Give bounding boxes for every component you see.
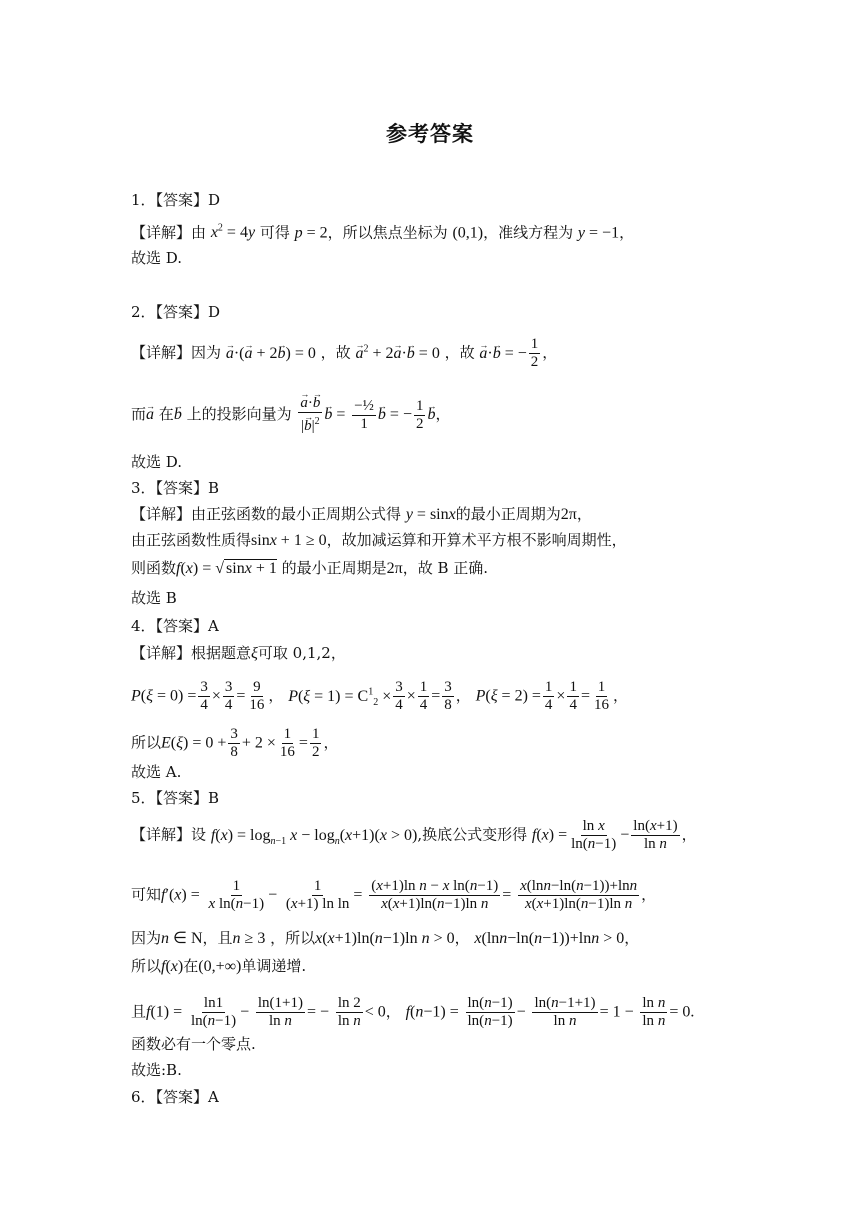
q3-conclusion: 故选 B	[131, 589, 177, 607]
q1-conclusion: 故选 D.	[131, 249, 183, 267]
q4-detail-line-1: 【详解】根据题意ξ可取 0,1,2，	[131, 644, 346, 662]
q4-answer-label: 4．【答案】A	[131, 617, 219, 635]
q3-detail-line-3: 则函数f(x) = √ sinx + 1 的最小正周期是2π，故 B 正确.	[131, 559, 489, 577]
q2-detail-line-2: 而→ a 在→ b 上的投影向量为 → $\frac{a\cdot\to b}{|\to b|^2}$ → b = $\frac{\text{−½}}{1}$ → b = − $\frac{1}{2}$ → b，	[131, 395, 450, 435]
q2-conclusion: 故选 D.	[131, 453, 183, 471]
q5-detail-line-4: 所以f(x)在(0,+∞)单调递增.	[131, 957, 307, 975]
q2-detail-line-1: 【详解】因为 → a·(→ a + 2→ b) = 0 ，故 → $a^2 + 2\to a\cdot\to b = 0$ ，故 → a·→ b = − $\frac{1}{2}$ ，	[131, 336, 557, 371]
q5-detail-line-3: 因为n ∈ N，且n ≥ 3 ，所以x(x+1)ln(n−1)ln n > 0， x(lnn−ln(n−1))+lnn > 0，	[131, 929, 640, 947]
q1-answer-label: 1．【答案】D	[131, 191, 221, 209]
q2-answer-label: 2．【答案】D	[131, 303, 221, 321]
q3-answer-label: 3．【答案】B	[131, 479, 220, 497]
q4-probabilities: P(ξ = 0) = $\frac{3}{4}$ × $\frac{3}{4}$ = $\frac{9}{16}$ ， $P(\xi = 1) = C^1_2$ × $\frac{3}{4}$ × $\frac{1}{4}$ = $\frac{3}{8}$ ， P(ξ = 2) = $\frac{1}{4}$ × $\frac{1}{4}$ = $\frac{1}{16}$ ，	[131, 679, 628, 713]
q3-detail-line-2: 由正弦函数性质得sinx + 1 ≥ 0，故加减运算和开算术平方根不影响周期性，	[131, 531, 627, 549]
page-title: 参考答案	[386, 122, 474, 146]
q5-detail-line-6: 函数必有一个零点.	[131, 1035, 256, 1053]
q4-expectation: 所以E(ξ) = 0 + $\frac{3}{8}$ + 2 × $\frac{1}{16}$ = $\frac{1}{2}$ ，	[131, 726, 339, 760]
q5-answer-label: 5．【答案】B	[131, 789, 220, 807]
q5-conclusion: 故选:B.	[131, 1061, 182, 1079]
q4-conclusion: 故选 A.	[131, 763, 182, 781]
q5-detail-line-5: 且f(1) = $\frac{\ln 1}{\ln(n-1)}$ − $\frac{\ln(1+1)}{\text{ln n}}$ = − $\frac{\ln 2}{\text{ln n}}$ < 0， f(n−1) = $\frac{\ln(n-1)}{\ln(n-1)}$ − $\frac{\ln(n-1+1)}{\text{ln n}}$ = 1 − $\frac{\text{ln n}}{\text{ln n}}$ = 0.	[131, 995, 695, 1029]
q5-derivative: 可知f′(x) = $\frac{1}{\text{x ln(n−1)}}$ − $\frac{1}{\text{(x+1) ln ln}}$ = $\frac{\text{(x+1)ln n − x ln(n−1)}}{\text{x(x+1)ln(n−1)ln n}}$ = $\frac{x(\ln n-\ln(n-1))+\ln n}{\text{x(x+1)ln(n−1)ln n}}$ ，	[131, 878, 657, 912]
q6-answer-label: 6．【答案】A	[131, 1088, 219, 1106]
q3-detail-line-1: 【详解】由正弦函数的最小正周期公式得 y = sinx的最小正周期为2π，	[131, 505, 592, 523]
q1-detail-line-1: 【详解】由 $x^2 = 4y$ 可得 p = 2，所以焦点坐标为 (0,1)，准线方程为 y = −1，	[131, 223, 635, 242]
q5-detail-line-1: 【详解】设 $f(x) = \log_{n-1} x - \log_n(x+1)(x > 0)$,换底公式变形得 f(x) = $\frac{\text{ln x}}{\ln(n-1)}$ − $\frac{\ln(x+1)}{\text{ln n}}$ ，	[131, 818, 697, 852]
